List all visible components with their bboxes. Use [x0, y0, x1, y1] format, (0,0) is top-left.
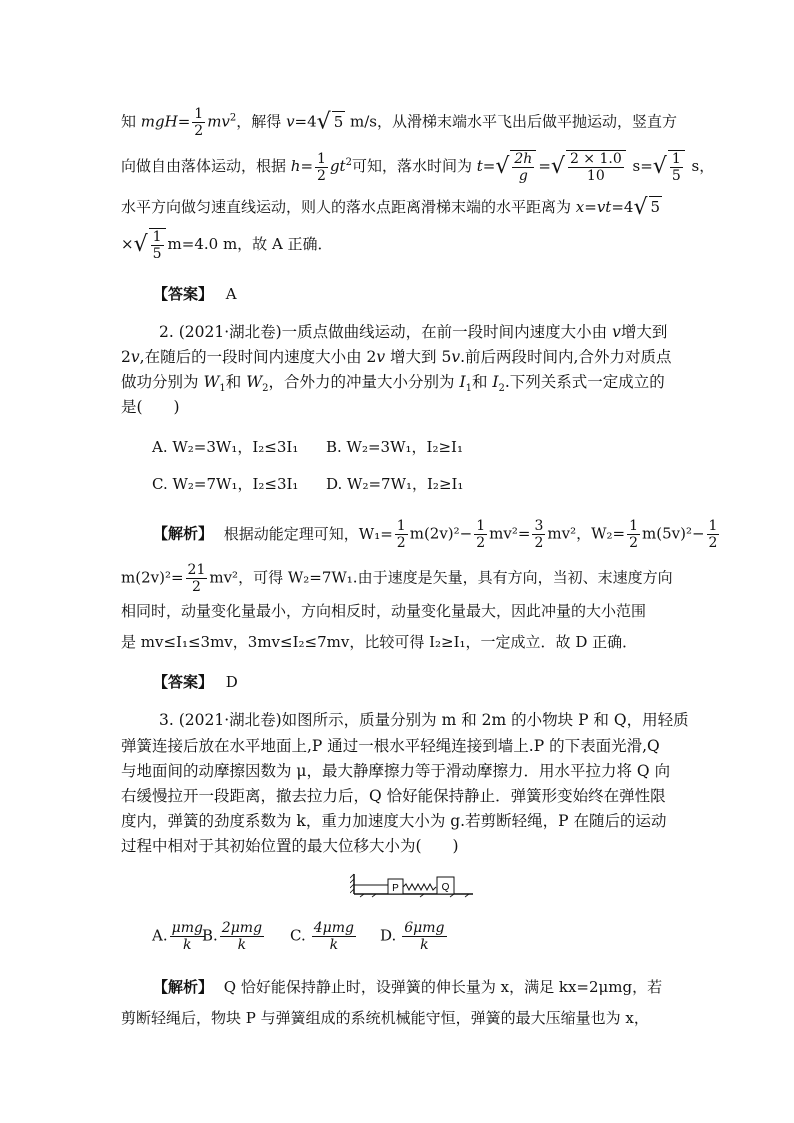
solution1-line4: ×√ $\frac{1}{5}$ m=4.0 m，故 A 正确． [121, 229, 333, 262]
question2-line4: 是( ) [121, 398, 180, 416]
answer2: 【答案】 D [153, 673, 238, 691]
solution2-line3: 相同时，动量变化量最小，方向相反时，动量变化量最大，因此冲量的大小范围 [121, 602, 647, 620]
solution2-line1: 【解析】 根据动能定理可知，W₁= $\frac{1}{2}$ m(2v)²− $\frac{1}{2}$ mv²= $\frac{3}{2}$ mv²，W₂= $\frac{1}{2}$ m(5v)²− $\frac{1}{2}$ [153, 518, 718, 551]
question3-line5: 度内，弹簧的劲度系数为 k，重力加速度大小为 g.若剪断轻绳，P 在随后的运动 [121, 812, 667, 830]
solution1-line2: 向做自由落体运动，根据 h= $\frac{1}{2}$ $gt^2$可知，落水时间为 t=√ $\frac{2h}{g}$ =√ $\frac{2 \times 1.0}{10}$ s=√ $\frac{1}{5}$ s， [121, 150, 715, 184]
block-p-label: P [392, 883, 399, 894]
solution3-line2: 剪断轻绳后，物块 P 与弹簧组成的系统机械能守恒，弹簧的最大压缩量也为 x， [121, 1009, 649, 1027]
q3-option-b: B. $\frac{\text{2μmg}}{k}$ [202, 920, 263, 953]
q3-option-a: A. $\frac{\text{μmg}}{k}$ [152, 920, 203, 953]
option-d: D. W₂=7W₁，I₂≥I₁ [326, 475, 464, 493]
option-c: C. W₂=7W₁，I₂≤3I₁ [152, 475, 299, 493]
block-q-label: Q [441, 882, 450, 893]
option-a: A. W₂=3W₁，I₂≤3I₁ [152, 438, 299, 456]
solution2-line2: m(2v)²= $\frac{21}{2}$ mv²，可得 W₂=7W₁.由于速度是矢量，具有方向，当初、末速度方向 [121, 562, 673, 595]
solution1-line1: 知 mgH= $\frac{1}{2}$ $mv^2$，解得 v=4√ 5 m/s，从滑梯末端水平飞出后做平抛运动，竖直方 [121, 106, 677, 139]
solution2-line4: 是 mv≤I₁≤3mv，3mv≤I₂≤7mv，比较可得 I₂≥I₁，一定成立．故 D 正确． [121, 633, 638, 651]
question3-line3: 与地面间的动摩擦因数为 μ，最大静摩擦力等于滑动摩擦力．用水平拉力将 Q 向 [121, 762, 671, 780]
question3-line2: 弹簧连接后放在水平地面上,P 通过一根水平轻绳连接到墙上.P 的下表面光滑,Q [121, 737, 660, 755]
option-b: B. W₂=3W₁，I₂≥I₁ [326, 438, 463, 456]
question3-line1: 3. (2021·湖北卷)如图所示，质量分别为 m 和 2m 的小物块 P 和 Q，用轻质 [159, 711, 689, 729]
solution3-line1: 【解析】 Q 恰好能保持静止时，设弹簧的伸长量为 x，满足 kx=2μmg，若 [153, 978, 663, 996]
answer1 [153, 284, 237, 304]
fraction: $\frac{1}{2}$ [194, 106, 204, 139]
question2-line2: 2v,在随后的一段时间内速度大小由 2v 增大到 5v.前后两段时间内,合外力对质点 [121, 348, 672, 366]
question3-line4: 右缓慢拉开一段距离，撤去拉力后，Q 恰好能保持静止．弹簧形变始终在弹性限 [121, 787, 666, 805]
question2-line1: 2. (2021·湖北卷)一质点做曲线运动，在前一段时间内速度大小由 v增大到 [159, 323, 668, 341]
question3-line6: 过程中相对于其初始位置的最大位移大小为( ) [121, 837, 459, 855]
spring-blocks-figure [350, 872, 475, 898]
answer-value: A [225, 285, 237, 303]
q3-option-c: C. $\frac{\text{4μmg}}{k}$ [290, 920, 354, 953]
q3-option-d: D. $\frac{\text{6μmg}}{k}$ [380, 920, 445, 953]
question2-line3: 做功分别为 $W_1$和 $W_2$，合外力的冲量大小分别为 $I_1$和 $I_2$.下列关系式一定成立的 [121, 373, 665, 395]
solution1-line3: 水平方向做匀速直线运动，则人的落水点距离滑梯末端的水平距离为 x=vt=4√ 5 [121, 195, 661, 220]
spring [403, 884, 436, 890]
answer-label: 【答案】 [153, 285, 214, 303]
